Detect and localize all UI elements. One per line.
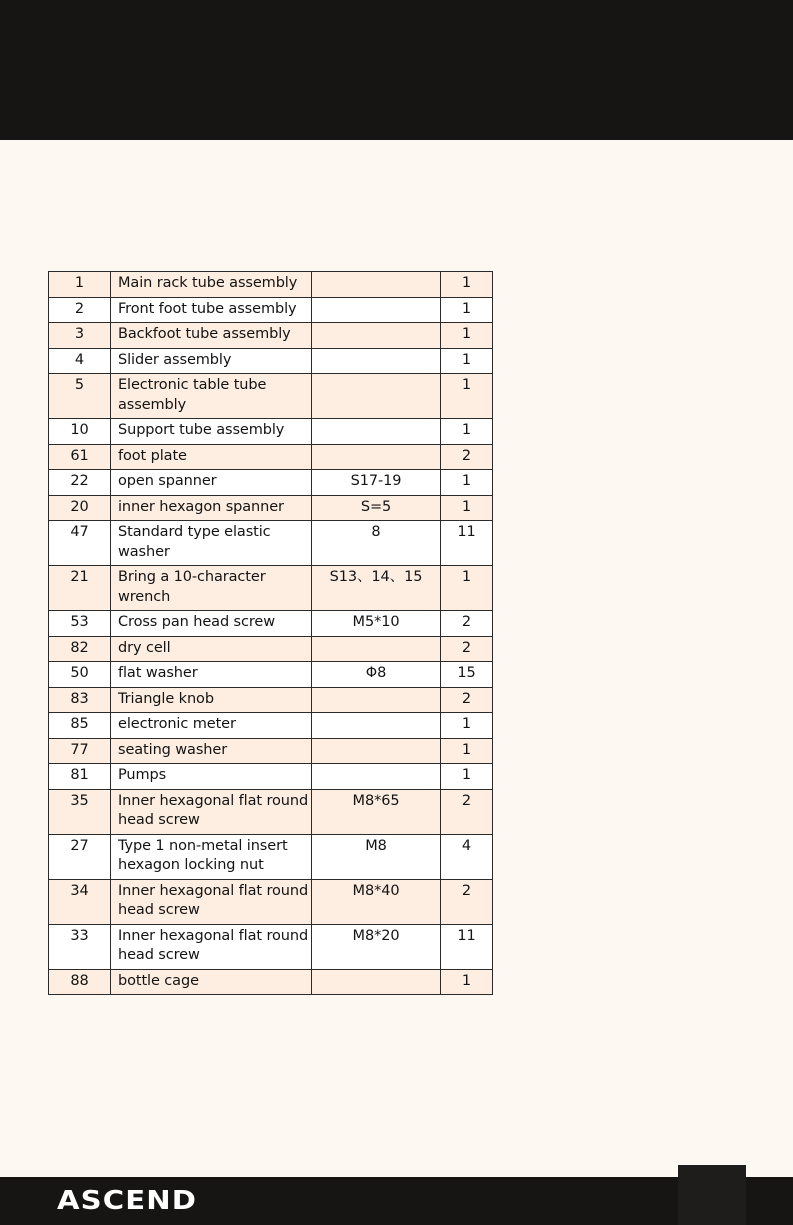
part-number: 47 [49, 521, 111, 566]
part-number: 34 [49, 879, 111, 924]
part-number: 77 [49, 738, 111, 764]
part-quantity: 1 [441, 969, 493, 995]
part-quantity: 1 [441, 738, 493, 764]
part-number: 4 [49, 348, 111, 374]
part-number: 33 [49, 924, 111, 969]
part-quantity: 1 [441, 374, 493, 419]
part-name: Inner hexagonal flat round head screw [111, 789, 312, 834]
table-row [49, 738, 493, 764]
part-spec [312, 297, 441, 323]
table-row [49, 969, 493, 995]
part-spec [312, 764, 441, 790]
part-name: Type 1 non-metal insert hexagon locking nut [111, 834, 312, 879]
part-spec [312, 687, 441, 713]
part-name: Support tube assembly [111, 419, 312, 445]
part-quantity: 1 [441, 272, 493, 298]
part-number: 5 [49, 374, 111, 419]
parts-table-body [49, 272, 493, 995]
part-spec: Φ8 [312, 662, 441, 688]
part-name: Standard type elastic washer [111, 521, 312, 566]
part-quantity: 1 [441, 764, 493, 790]
part-quantity: 2 [441, 611, 493, 637]
part-name: inner hexagon spanner [111, 495, 312, 521]
part-quantity: 2 [441, 687, 493, 713]
part-spec [312, 374, 441, 419]
header-bar [0, 0, 793, 140]
part-quantity: 1 [441, 713, 493, 739]
page-number-tab [678, 1165, 746, 1225]
part-spec [312, 636, 441, 662]
table-row [49, 470, 493, 496]
part-number: 10 [49, 419, 111, 445]
table-row [49, 566, 493, 611]
part-name: dry cell [111, 636, 312, 662]
part-number: 1 [49, 272, 111, 298]
part-spec [312, 272, 441, 298]
part-quantity: 1 [441, 323, 493, 349]
part-spec [312, 323, 441, 349]
part-number: 50 [49, 662, 111, 688]
part-name: open spanner [111, 470, 312, 496]
part-quantity: 15 [441, 662, 493, 688]
table-row [49, 323, 493, 349]
part-name: bottle cage [111, 969, 312, 995]
part-quantity: 1 [441, 470, 493, 496]
table-row [49, 662, 493, 688]
part-spec: S13、14、15 [312, 566, 441, 611]
part-quantity: 11 [441, 521, 493, 566]
table-row [49, 611, 493, 637]
part-number: 88 [49, 969, 111, 995]
part-number: 53 [49, 611, 111, 637]
part-spec: 8 [312, 521, 441, 566]
part-number: 21 [49, 566, 111, 611]
part-name: Triangle knob [111, 687, 312, 713]
part-name: Inner hexagonal flat round head screw [111, 879, 312, 924]
table-row [49, 789, 493, 834]
table-row [49, 687, 493, 713]
part-quantity: 2 [441, 444, 493, 470]
part-spec [312, 969, 441, 995]
part-number: 82 [49, 636, 111, 662]
part-number: 83 [49, 687, 111, 713]
part-name: Front foot tube assembly [111, 297, 312, 323]
part-spec [312, 738, 441, 764]
part-number: 85 [49, 713, 111, 739]
table-row [49, 713, 493, 739]
part-quantity: 1 [441, 566, 493, 611]
part-number: 22 [49, 470, 111, 496]
table-row [49, 419, 493, 445]
part-name: Inner hexagonal flat round head screw [111, 924, 312, 969]
part-quantity: 2 [441, 636, 493, 662]
part-name: foot plate [111, 444, 312, 470]
part-name: Bring a 10-character wrench [111, 566, 312, 611]
table-row [49, 444, 493, 470]
part-number: 3 [49, 323, 111, 349]
table-row [49, 924, 493, 969]
table-row [49, 297, 493, 323]
brand-logo: ASCEND [57, 1186, 198, 1216]
part-quantity: 1 [441, 419, 493, 445]
table-row [49, 495, 493, 521]
table-row [49, 879, 493, 924]
part-quantity: 2 [441, 879, 493, 924]
table-row [49, 272, 493, 298]
part-spec: M8*40 [312, 879, 441, 924]
part-spec [312, 419, 441, 445]
part-spec: M5*10 [312, 611, 441, 637]
table-row [49, 764, 493, 790]
table-row [49, 374, 493, 419]
part-number: 2 [49, 297, 111, 323]
part-name: Main rack tube assembly [111, 272, 312, 298]
table-row [49, 348, 493, 374]
part-number: 20 [49, 495, 111, 521]
part-quantity: 4 [441, 834, 493, 879]
part-name: electronic meter [111, 713, 312, 739]
part-spec: M8 [312, 834, 441, 879]
table-row [49, 636, 493, 662]
part-spec: M8*20 [312, 924, 441, 969]
part-quantity: 11 [441, 924, 493, 969]
part-spec [312, 348, 441, 374]
part-name: flat washer [111, 662, 312, 688]
part-name: seating washer [111, 738, 312, 764]
part-quantity: 1 [441, 348, 493, 374]
part-name: Cross pan head screw [111, 611, 312, 637]
part-number: 27 [49, 834, 111, 879]
part-number: 61 [49, 444, 111, 470]
part-name: Slider assembly [111, 348, 312, 374]
part-name: Electronic table tube assembly [111, 374, 312, 419]
part-spec: S=5 [312, 495, 441, 521]
part-name: Pumps [111, 764, 312, 790]
part-quantity: 1 [441, 495, 493, 521]
part-spec: S17-19 [312, 470, 441, 496]
part-quantity: 2 [441, 789, 493, 834]
part-number: 35 [49, 789, 111, 834]
part-spec [312, 444, 441, 470]
part-spec: M8*65 [312, 789, 441, 834]
part-spec [312, 713, 441, 739]
parts-list-table [48, 271, 493, 995]
part-number: 81 [49, 764, 111, 790]
part-name: Backfoot tube assembly [111, 323, 312, 349]
table-row [49, 521, 493, 566]
part-quantity: 1 [441, 297, 493, 323]
table-row [49, 834, 493, 879]
